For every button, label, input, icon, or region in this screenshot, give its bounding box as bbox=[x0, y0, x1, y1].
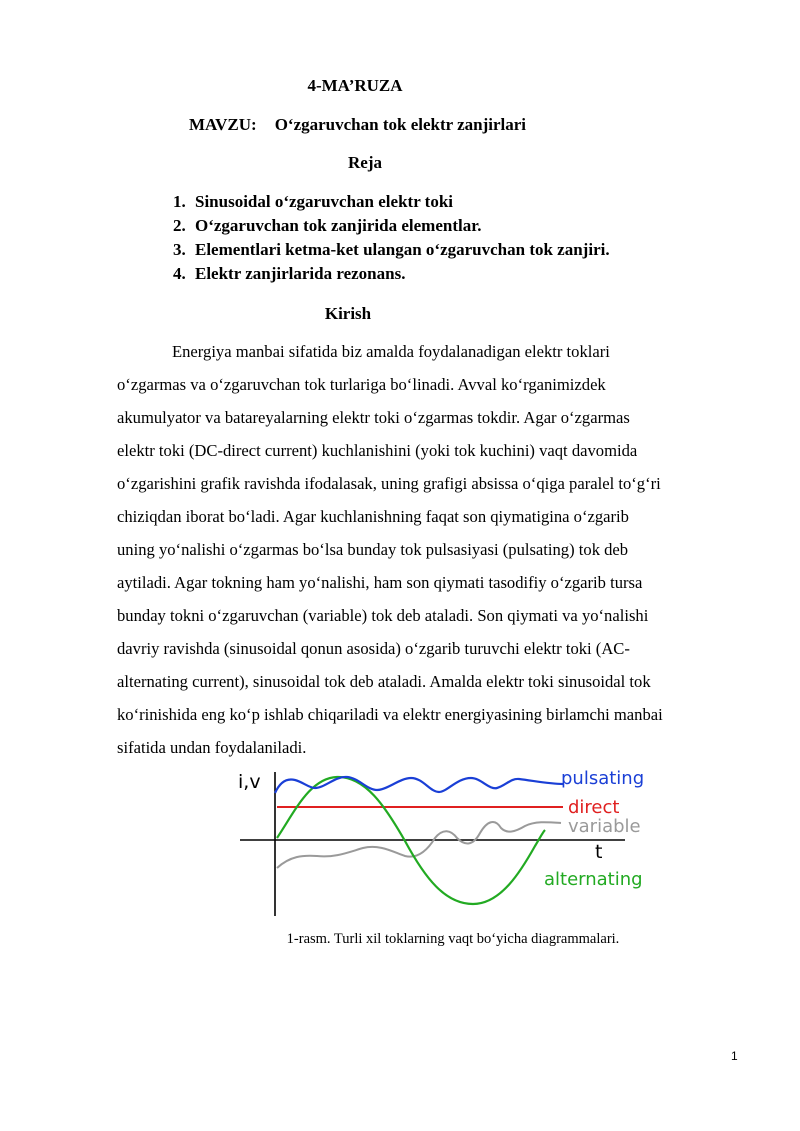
paragraph-line: ko‘rinishida eng ko‘p ishlab chiqariladi va elektr energiyasining birlamchi manbai bbox=[117, 705, 663, 724]
plan-heading: Reja bbox=[348, 153, 382, 172]
paragraph-line: elektr toki (DC-direct current) kuchlanishini (yoki tok kuchini) vaqt davomida bbox=[117, 441, 638, 460]
plan-item-number: 1. bbox=[173, 192, 186, 211]
paragraph-line: alternating current), sinusoidal tok deb ataladi. Amalda elektr toki sinusoidal tok bbox=[117, 672, 651, 691]
paragraph-line: Energiya manbai sifatida biz amalda foydalanadigan elektr toklari bbox=[172, 342, 610, 361]
paragraph-line: o‘zgarmas va o‘zgaruvchan tok turlariga bo‘linadi. Avval ko‘rganimizdek bbox=[117, 375, 606, 394]
plan-item bbox=[173, 238, 610, 262]
paragraph-line: chiziqdan iborat bo‘ladi. Agar kuchlanishning faqat son qiymatigina o‘zgarib bbox=[117, 507, 629, 526]
plan-item-text: O‘zgaruvchan tok zanjirida elementlar. bbox=[195, 216, 482, 235]
x-axis-label: t bbox=[595, 841, 603, 863]
plan-item bbox=[173, 262, 610, 286]
paragraph-line: o‘zgarishini grafik ravishda ifodalasak, uning grafigi absissa o‘qiga paralel to‘g‘ri bbox=[117, 474, 661, 493]
intro-paragraph bbox=[117, 335, 737, 764]
pulsating-label: pulsating bbox=[561, 768, 645, 789]
plan-item-number: 2. bbox=[173, 216, 186, 235]
plan-item-text: Elektr zanjirlarida rezonans. bbox=[195, 264, 406, 283]
paragraph-line: sifatida undan foydalaniladi. bbox=[117, 738, 307, 757]
plan-item-number: 3. bbox=[173, 240, 186, 259]
page-number: 1 bbox=[731, 1049, 738, 1063]
topic-line bbox=[189, 115, 526, 135]
alternating-label: alternating bbox=[544, 869, 643, 890]
intro-heading: Kirish bbox=[324, 304, 372, 323]
plan-item-number: 4. bbox=[173, 264, 186, 283]
plan-item bbox=[173, 190, 610, 214]
plan-item bbox=[173, 214, 610, 238]
topic-title: O‘zgaruvchan tok elektr zanjirlari bbox=[274, 115, 527, 134]
figure-caption: 1-rasm. Turli xil toklarning vaqt bo‘yicha diagrammalari. bbox=[286, 931, 620, 947]
direct-label: direct bbox=[568, 797, 620, 818]
current-types-diagram bbox=[235, 766, 685, 921]
paragraph-line: davriy ravishda (sinusoidal qonun asosida) o‘zgarib turuvchi elektr toki (AC- bbox=[117, 639, 630, 658]
paragraph-line: akumulyator va batareyalarning elektr toki o‘zgarmas tokdir. Agar o‘zgarmas bbox=[117, 408, 630, 427]
paragraph-line: uning yo‘nalishi o‘zgarmas bo‘lsa bunday tok pulsasiyasi (pulsating) tok deb bbox=[117, 540, 629, 559]
paragraph-line: aytiladi. Agar tokning ham yo‘nalishi, ham son qiymati tasodifiy o‘zgarib tursa bbox=[117, 573, 643, 592]
plan-item-text: Elementlari ketma-ket ulangan o‘zgaruvchan tok zanjiri. bbox=[195, 240, 610, 259]
plan-list bbox=[173, 190, 610, 286]
topic-label: MAVZU: bbox=[189, 115, 257, 134]
pulsating-current-curve bbox=[275, 777, 563, 793]
plan-item-text: Sinusoidal o‘zgaruvchan elektr toki bbox=[195, 192, 454, 211]
variable-current-curve bbox=[277, 822, 561, 868]
y-axis-label: i,v bbox=[238, 771, 261, 793]
lecture-number: 4-MA’RUZA bbox=[307, 76, 403, 95]
variable-label: variable bbox=[568, 816, 641, 837]
paragraph-line: bunday tokni o‘zgaruvchan (variable) tok deb ataladi. Son qiymati va yo‘nalishi bbox=[117, 606, 649, 625]
